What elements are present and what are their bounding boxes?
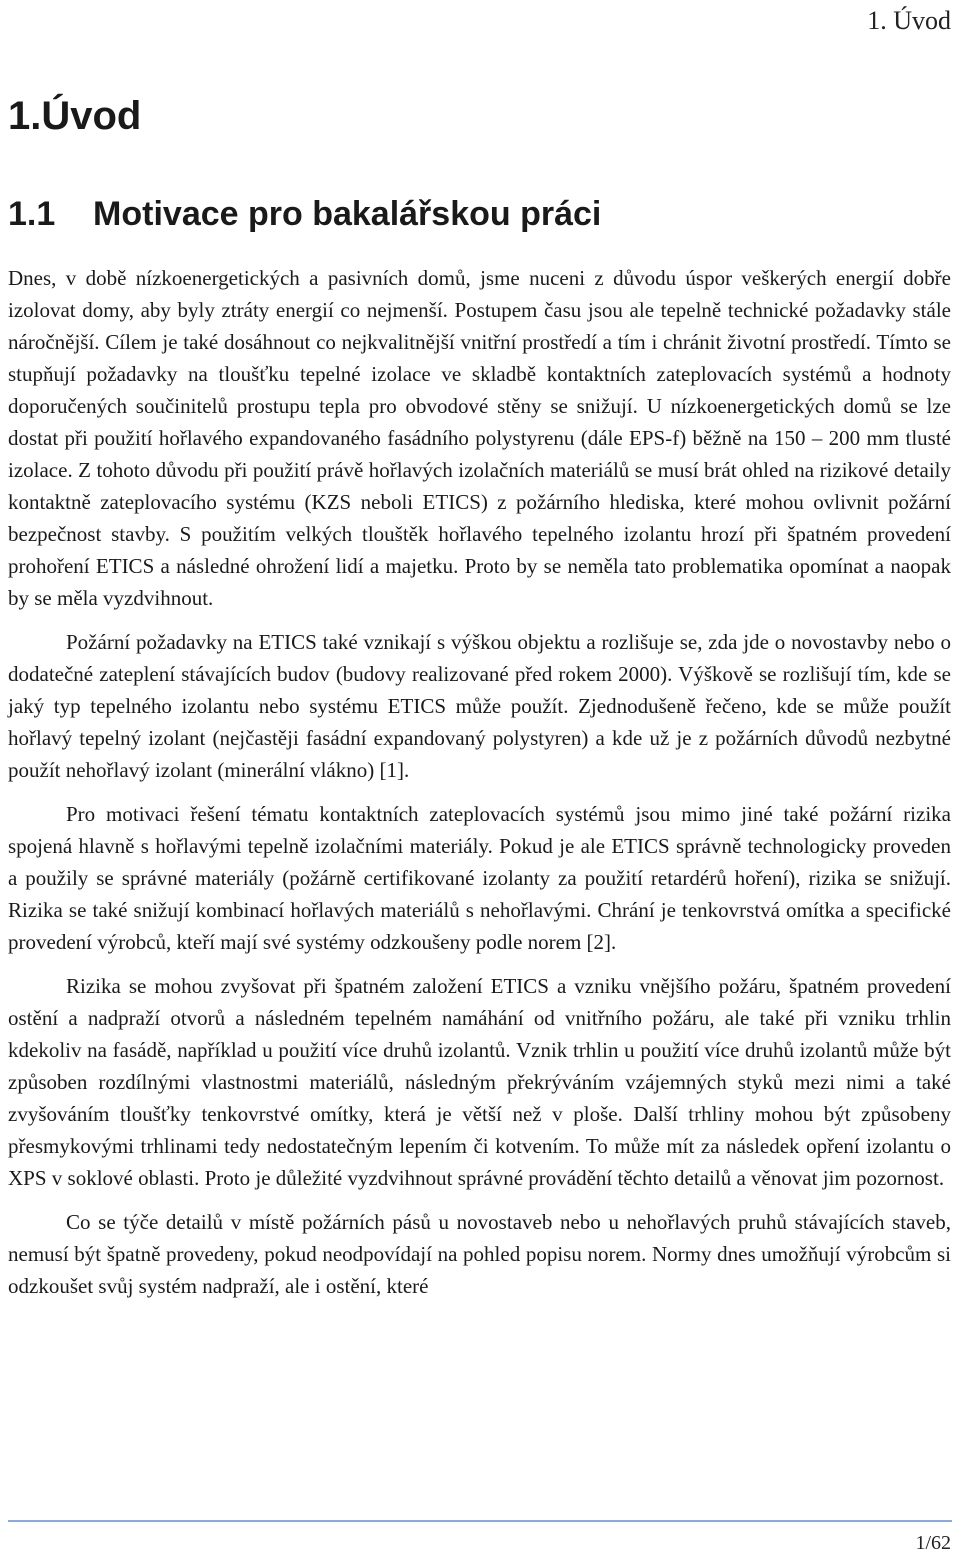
paragraph-motivation: Dnes, v době nízkoenergetických a pasivních domů, jsme nuceni z důvodu úspor veškerých energií dobře izolovat domy, aby byly ztráty energií co nejmenší. Postupem času jsou ale tepelně technické požadavky stále náročnější. Cílem je také dosáhnout co nejkvalitnější vnitřní prostředí a tím i chránit životní prostředí. Tímto se stupňují požadavky na tloušťku tepelné izolace ve skladbě kontaktních zateplovacích systémů a hodnoty doporučených součinitelů prostupu tepla pro obvodové stěny se snižují. U nízkoenergetických domů se lze dostat při použití hořlavého expandovaného fasádního polystyrenu (dále EPS-f) běžně na 150 – 200 mm tlusté izolace. Z tohoto důvodu při použití právě hořlavých izolačních materiálů se musí brát ohled na rizikové detaily kontaktně zateplovacího systému (KZS neboli ETICS) z požárního hlediska, které mohou ovlivnit požární bezpečnost stavby. S použitím velkých tlouštěk hořlavého tepelného izolantu hrozí při špatném provedení prohoření ETICS a následné ohrožení lidí a majetku. Proto by se neměla tato problematika opomínat a naopak by se měla vyzdvihnout. (8, 266, 951, 610)
body-text (8, 262, 951, 1302)
footer-rule (8, 1520, 952, 1522)
paragraph-risk-factors: Rizika se mohou zvyšovat při špatném založení ETICS a vzniku vnějšího požáru, špatném provedení ostění a nadpraží otvorů a následném tepelném namáhání od vnitřního požáru, ale také při vzniku trhlin kdekoliv na fasádě, například u použití více druhů izolantů. Vznik trhlin u použití více druhů izolantů může být způsoben rozdílnými vlastnostmi materiálů, následným překrýváním vzájemných styků mezi nimi a také zvyšováním tloušťky tenkovrstvé omítky, která je větší než v ploše. Další trhliny mohou být způsobeny přesmykovými trhlinami tedy nedostatečným lepením či kotvením. To může mít za následek opření izolantu o XPS v soklové oblasti. Proto je důležité vyzdvihnout správné provádění těchto detailů a věnovat jim pozornost. (8, 974, 951, 1190)
paragraph-fire-risks: Pro motivaci řešení tématu kontaktních zateplovacích systémů jsou mimo jiné také požární rizika spojená hlavně s hořlavými tepelně izolačními materiály. Pokud je ale ETICS správně technologicky proveden a použily se správné materiály (požárně certifikované izolanty za použití retardérů hoření), rizika se snižují. Rizika se také snižují kombinací hořlavých materiálů s nehořlavými. Chrání je tenkovrstvá omítka a specifické provedení výrobců, kteří mají své systémy odzkoušeny podle norem [2]. (8, 802, 951, 954)
section-title (8, 192, 601, 236)
paragraph-fire-requirements: Požární požadavky na ETICS také vznikají s výškou objektu a rozlišuje se, zda jde o novostavby nebo o dodatečné zateplení stávajících budov (budovy realizované před rokem 2000). Výškově se rozlišují tím, kde se jaký typ tepelného izolantu nebo systému ETICS může použít. Zjednodušeně řečeno, kde se může použít hořlavý tepelný izolant (nejčastěji fasádní expandovaný polystyren) a kde už je z požárních důvodů nezbytné použít nehořlavý izolant (minerální vlákno) [1]. (8, 630, 951, 782)
running-header: 1. Úvod (867, 6, 951, 35)
section-title-text: 1.1 Motivace pro bakalářskou práci (8, 195, 602, 233)
paragraph-fire-belts: Co se týče detailů v místě požárních pásů u novostaveb nebo u nehořlavých pruhů stávajících staveb, nemusí být špatně provedeny, pokud neodpovídají na pohled popisu norem. Normy dnes umožňují výrobcům si odzkoušet svůj systém nadpraží, ale i ostění, které (8, 1210, 951, 1298)
chapter-title: 1.Úvod (8, 94, 142, 138)
page-number: 1/62 (915, 1532, 951, 1554)
